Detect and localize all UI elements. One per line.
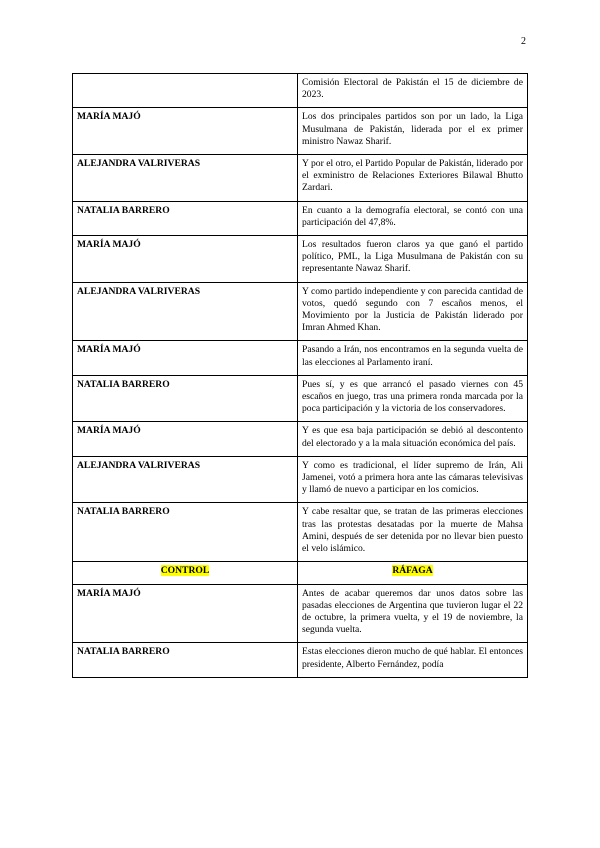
speaker-cell: ALEJANDRA VALRIVERAS	[73, 456, 298, 503]
dialogue-cell: Estas elecciones dieron mucho de qué hablar. El entonces presidente, Alberto Fernández, podía	[298, 643, 528, 677]
rafaga-header-cell	[298, 562, 528, 584]
dialogue-cell: Los dos principales partidos son por un lado, la Liga Musulmana de Pakistán, liderada por el ex primer ministro Nawaz Sharif.	[298, 108, 528, 155]
speaker-cell: MARÍA MAJÓ	[73, 584, 298, 643]
speaker-cell: ALEJANDRA VALRIVERAS	[73, 155, 298, 202]
table-row	[73, 74, 528, 108]
dialogue-cell: Antes de acabar queremos dar unos datos sobre las pasadas elecciones de Argentina que tuvieron lugar el 22 de octubre, la primera vuelta, y el 19 de noviembre, la segunda vuelta.	[298, 584, 528, 643]
speaker-cell: NATALIA BARRERO	[73, 643, 298, 677]
script-table	[72, 73, 528, 678]
speaker-cell: NATALIA BARRERO	[73, 201, 298, 235]
speaker-cell: NATALIA BARRERO	[73, 503, 298, 562]
table-row	[73, 422, 528, 456]
table-row	[73, 282, 528, 341]
table-row	[73, 375, 528, 422]
speaker-cell: ALEJANDRA VALRIVERAS	[73, 282, 298, 341]
dialogue-cell: Y como es tradicional, el líder supremo de Irán, Ali Jamenei, votó a primera hora ante las cámaras televisivas y llamó de nuevo a participar en los comicios.	[298, 456, 528, 503]
speaker-cell: MARÍA MAJÓ	[73, 108, 298, 155]
speaker-cell	[73, 74, 298, 108]
control-header-cell	[73, 562, 298, 584]
speaker-cell: MARÍA MAJÓ	[73, 236, 298, 283]
speaker-cell: MARÍA MAJÓ	[73, 341, 298, 375]
dialogue-cell: Pasando a Irán, nos encontramos en la segunda vuelta de las elecciones al Parlamento iraní.	[298, 341, 528, 375]
table-row	[73, 503, 528, 562]
page-number: 2	[521, 36, 526, 47]
table-row	[73, 584, 528, 643]
dialogue-cell: Y como partido independiente y con parecida cantidad de votos, quedó segundo con 7 escaños menos, el Movimiento por la Justicia de Pakistán liderado por Imran Ahmed Khan.	[298, 282, 528, 341]
dialogue-cell: Y es que esa baja participación se debió al descontento del electorado y a la mala situación económica del país.	[298, 422, 528, 456]
speaker-cell: MARÍA MAJÓ	[73, 422, 298, 456]
table-row	[73, 155, 528, 202]
control-label: CONTROL	[160, 565, 210, 577]
dialogue-cell: Comisión Electoral de Pakistán el 15 de diciembre de 2023.	[298, 74, 528, 108]
rafaga-label: RÁFAGA	[392, 565, 433, 577]
section-header-row	[73, 562, 528, 584]
table-row	[73, 456, 528, 503]
dialogue-cell: Los resultados fueron claros ya que ganó el partido político, PML, la Liga Musulmana de Pakistán con su representante Nawaz Sharif.	[298, 236, 528, 283]
table-row	[73, 201, 528, 235]
dialogue-cell: Y cabe resaltar que, se tratan de las primeras elecciones tras las protestas desatadas por la muerte de Mahsa Amini, después de ser detenida por no llevar bien puesto el velo islámico.	[298, 503, 528, 562]
table-row	[73, 108, 528, 155]
dialogue-cell: En cuanto a la demografía electoral, se contó con una participación del 47,8%.	[298, 201, 528, 235]
table-row	[73, 341, 528, 375]
dialogue-cell: Y por el otro, el Partido Popular de Pakistán, liderado por el exministro de Relaciones Exteriores Bilawal Bhutto Zardari.	[298, 155, 528, 202]
speaker-cell: NATALIA BARRERO	[73, 375, 298, 422]
dialogue-cell: Pues sí, y es que arrancó el pasado viernes con 45 escaños en juego, tras una primera ronda marcada por la poca participación y la victoria de los conservadores.	[298, 375, 528, 422]
table-row	[73, 643, 528, 677]
table-row	[73, 236, 528, 283]
